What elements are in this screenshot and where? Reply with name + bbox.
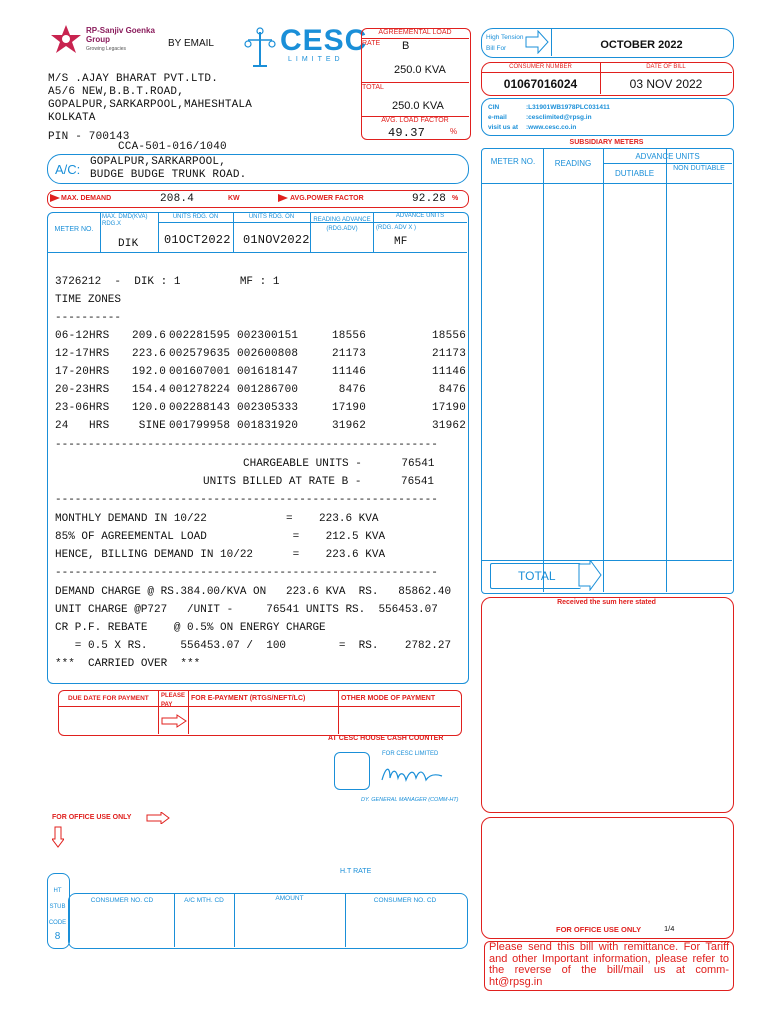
- alf-unit: %: [450, 127, 458, 136]
- arrow-right-icon: [161, 714, 187, 728]
- bill-month: OCTOBER 2022: [600, 39, 683, 51]
- tz-reading-2: 002300151: [237, 330, 299, 342]
- cin-labels: [488, 103, 518, 133]
- hdr-mf: MF: [394, 236, 408, 248]
- email-label: e-mail: [488, 114, 507, 121]
- by-email: BY EMAIL: [168, 38, 214, 49]
- chargeable-units: CHARGEABLE UNITS - 76541: [243, 458, 435, 470]
- ht-label-1: High Tension: [486, 34, 524, 41]
- tz-reading-2: 001618147: [237, 366, 299, 378]
- address-line-4: KOLKATA: [48, 112, 96, 124]
- receipt-box: [481, 597, 734, 813]
- ac-label: A/C:: [55, 162, 81, 177]
- hdr-units-rdg-2: UNITS RDG. ON: [248, 214, 295, 220]
- address-ref: CCA-501-016/1040: [118, 141, 227, 153]
- cin-values: [526, 103, 610, 133]
- tz-reading-1: 001799958: [169, 420, 231, 432]
- ac-address: [90, 156, 246, 182]
- tz-zone: 17-20HRS: [55, 366, 110, 378]
- tz-adv-units: 8476: [438, 384, 466, 396]
- stub-ht: HT: [53, 888, 62, 894]
- tz-reading-1: 001607001: [169, 366, 231, 378]
- alf-label: AVG. LOAD FACTOR: [381, 117, 449, 124]
- consumer-cd-label: CONSUMER NO. CD: [90, 897, 154, 904]
- sub-total-label: TOTAL: [518, 569, 556, 583]
- rate-value: B: [402, 40, 410, 52]
- hdr-reading-adv: READING ADVANCE (RDG.ADV): [313, 217, 371, 232]
- sub-non-dutiable: NON DUTIABLE: [673, 165, 725, 172]
- consumer-no: 01067016024: [503, 77, 578, 91]
- billing-demand: HENCE, BILLING DEMAND IN 10/22 = 223.6 KVA: [55, 549, 386, 561]
- hdr-date-2: 01NOV2022: [243, 233, 310, 247]
- please-pay-label: PLEASE PAY: [161, 693, 186, 708]
- tz-adv-units: 18556: [431, 330, 466, 342]
- tz-reading-2: 002600808: [237, 348, 299, 360]
- stamp-box: [334, 752, 370, 790]
- tz-reading-adv: 21173: [331, 348, 366, 360]
- sub-adv-units: ADVANCE UNITS: [635, 152, 700, 161]
- ht-rate-label: H.T RATE: [340, 868, 372, 875]
- separator-3: ----------------------------------------------------------: [55, 567, 438, 579]
- address-line-1: M/S .AJAY BHARAT PVT.LTD.: [48, 73, 219, 85]
- stub-number: 8: [54, 931, 61, 942]
- rate-label: RATE: [362, 40, 381, 47]
- visit-label: visit us at: [488, 124, 518, 131]
- stub-label: [47, 883, 68, 931]
- stub-code: CODE: [48, 920, 67, 926]
- rpsg-logo-icon: [50, 24, 82, 54]
- tz-zone: 12-17HRS: [55, 348, 110, 360]
- address-line-2: A5/6 NEW,B.B.T.ROAD,: [48, 86, 185, 98]
- email-value[interactable]: :cesclimited@rpsg.in: [526, 114, 592, 121]
- ht-label-2: Bill For: [486, 45, 507, 52]
- meter-line: 3726212 - DIK : 1 MF : 1: [55, 276, 280, 288]
- date-of-bill: 03 NOV 2022: [629, 77, 703, 91]
- separator-2: ----------------------------------------------------------: [55, 494, 438, 506]
- hdr-adv-units: ADVANCE UNITS: [395, 213, 445, 219]
- cin-value: :L31901WB1978PLC031411: [526, 104, 610, 111]
- tz-zone: 23-06HRS: [55, 402, 110, 414]
- consumer-no-label: CONSUMER NUMBER: [509, 64, 572, 70]
- consumer-address: [48, 60, 252, 138]
- date-of-bill-label: DATE OF BILL: [646, 64, 686, 70]
- ht-bill-label: [486, 32, 523, 54]
- gm-label: DY. GENERAL MANAGER (COMM-HT): [361, 797, 459, 803]
- tz-max-demand: 192.0: [131, 366, 166, 378]
- tz-reading-2: 001831920: [237, 420, 299, 432]
- pf-value: 92.28: [412, 193, 447, 205]
- pct85-load: 85% OF AGREEMENTAL LOAD = 212.5 KVA: [55, 531, 386, 543]
- ac-mth-label: A/C MTH. CD: [184, 897, 224, 904]
- received-label: Received the sum here stated: [557, 599, 656, 606]
- stub-stub: STUB: [49, 904, 66, 910]
- pf-calc: = 0.5 X RS. 556453.07 / 100 = RS. 2782.27: [55, 640, 452, 652]
- max-demand-label: MAX. DEMAND: [61, 195, 112, 202]
- hdr-meter-no: METER NO.: [54, 226, 94, 233]
- tz-max-demand: 120.0: [131, 402, 166, 414]
- tz-zone: 24 HRS: [55, 420, 110, 432]
- tz-title: TIME ZONES: [55, 294, 122, 306]
- arrow-right-icon: [278, 194, 288, 202]
- tz-reading-1: 002281595: [169, 330, 231, 342]
- cin-label: CIN: [488, 104, 500, 111]
- tz-max-demand: SINE: [138, 420, 166, 432]
- subsidiary-title: SUBSIDIARY METERS: [569, 139, 644, 146]
- epay-label: FOR E-PAYMENT (RTGS/NEFT/LC): [191, 695, 306, 702]
- tz-dash: ----------: [55, 312, 122, 324]
- total-label: TOTAL: [362, 84, 384, 91]
- tz-adv-units: 21173: [431, 348, 466, 360]
- ac-line-1: GOPALPUR,SARKARPOOL,: [90, 156, 227, 168]
- page-number: 1/4: [664, 924, 675, 933]
- tz-reading-adv: 18556: [331, 330, 366, 342]
- other-mode-label: OTHER MODE OF PAYMENT: [341, 695, 436, 702]
- arrow-right-icon: [578, 560, 602, 591]
- pf-rebate: CR P.F. REBATE @ 0.5% ON ENERGY CHARGE: [55, 622, 326, 634]
- signature-icon: [380, 762, 444, 788]
- hdr-max-dmd: MAX. DMD(KVA) RDG.X: [102, 214, 148, 227]
- sub-reading: READING: [554, 159, 592, 168]
- group-tagline: Growing Legacies: [86, 46, 127, 52]
- tz-max-demand: 223.6: [131, 348, 166, 360]
- carried-over: *** CARRIED OVER ***: [55, 658, 201, 670]
- tz-reading-2: 001286700: [237, 384, 299, 396]
- notice-text: Please send this bill with remittance. For Tariff and other Important information, please refer to the reverse of the bill/mail us at comm-ht@rpsg.in: [489, 941, 729, 988]
- arrow-right-icon: [525, 30, 549, 54]
- tz-max-demand: 154.4: [131, 384, 166, 396]
- tz-reading-adv: 11146: [331, 366, 366, 378]
- tz-reading-adv: 31962: [331, 420, 366, 432]
- tz-reading-1: 001278224: [169, 384, 231, 396]
- tz-reading-adv: 17190: [331, 402, 366, 414]
- monthly-demand: MONTHLY DEMAND IN 10/22 = 223.6 KVA: [55, 513, 379, 525]
- tz-zone: 20-23HRS: [55, 384, 110, 396]
- arrow-down-icon: [52, 826, 64, 848]
- sub-meter-no: METER NO.: [490, 157, 536, 166]
- amount-label: AMOUNT: [275, 895, 304, 902]
- address-line-3: GOPALPUR,SARKARPOOL,MAHESHTALA: [48, 99, 253, 111]
- subsidiary-box: [481, 148, 734, 594]
- arrow-right-icon: [50, 194, 60, 202]
- hdr-rdg-adv-x: (RDG. ADV X ): [376, 225, 417, 231]
- max-demand-value: 208.4: [160, 193, 195, 205]
- cash-counter: AT CESC HOUSE CASH COUNTER: [328, 735, 444, 742]
- for-cesc-label: FOR CESC LIMITED: [382, 751, 439, 757]
- sub-dutiable: DUTIABLE: [614, 169, 655, 178]
- consumer-cd2-label: CONSUMER NO. CD: [373, 897, 437, 904]
- tz-max-demand: 209.6: [131, 330, 166, 342]
- separator-1: ----------------------------------------------------------: [55, 439, 438, 451]
- tz-reading-2: 002305333: [237, 402, 299, 414]
- unit-charge: UNIT CHARGE @P727 /UNIT - 76541 UNITS RS. 556453.07: [55, 604, 438, 616]
- rate-kva: 250.0 KVA: [394, 64, 446, 76]
- tz-reading-1: 002579635: [169, 348, 231, 360]
- cesc-logo-sub: LIMITED: [288, 56, 344, 63]
- total-kva: 250.0 KVA: [392, 100, 444, 112]
- receipt-office-use: FOR OFFICE USE ONLY: [556, 925, 642, 934]
- hdr-date-1: 01OCT2022: [164, 233, 231, 247]
- website-link[interactable]: :www.cesc.co.in: [526, 124, 577, 131]
- tz-zone: 06-12HRS: [55, 330, 110, 342]
- tz-reading-adv: 8476: [338, 384, 366, 396]
- units-billed-rate: UNITS BILLED AT RATE B - 76541: [203, 476, 435, 488]
- tz-reading-1: 002288143: [169, 402, 231, 414]
- tz-adv-units: 11146: [431, 366, 466, 378]
- demand-charge: DEMAND CHARGE @ RS.384.00/KVA ON 223.6 KVA RS. 85862.40: [55, 586, 452, 598]
- cesc-logo-text: CESC: [280, 24, 368, 57]
- ac-line-2: BUDGE BUDGE TRUNK ROAD.: [90, 169, 247, 181]
- alf-value: 49.37: [388, 126, 426, 140]
- agreemental-load-title: AGREEMENTAL LOAD: [378, 29, 452, 36]
- pf-label: AVG.POWER FACTOR: [290, 195, 364, 202]
- group-name: RP-Sanjiv Goenka Group: [86, 26, 155, 44]
- pf-unit: %: [452, 195, 459, 202]
- office-use-label: FOR OFFICE USE ONLY: [52, 814, 132, 821]
- tz-adv-units: 17190: [431, 402, 466, 414]
- max-demand-unit: KW: [228, 195, 240, 202]
- address-pin: PIN - 700143: [48, 131, 130, 143]
- tz-adv-units: 31962: [431, 420, 466, 432]
- due-date-label: DUE DATE FOR PAYMENT: [68, 695, 149, 702]
- hdr-dik: DIK: [118, 238, 139, 250]
- hdr-units-rdg-1: UNITS RDG. ON: [172, 214, 219, 220]
- office-receipt-box: [481, 817, 734, 939]
- arrow-right-icon: [146, 812, 170, 824]
